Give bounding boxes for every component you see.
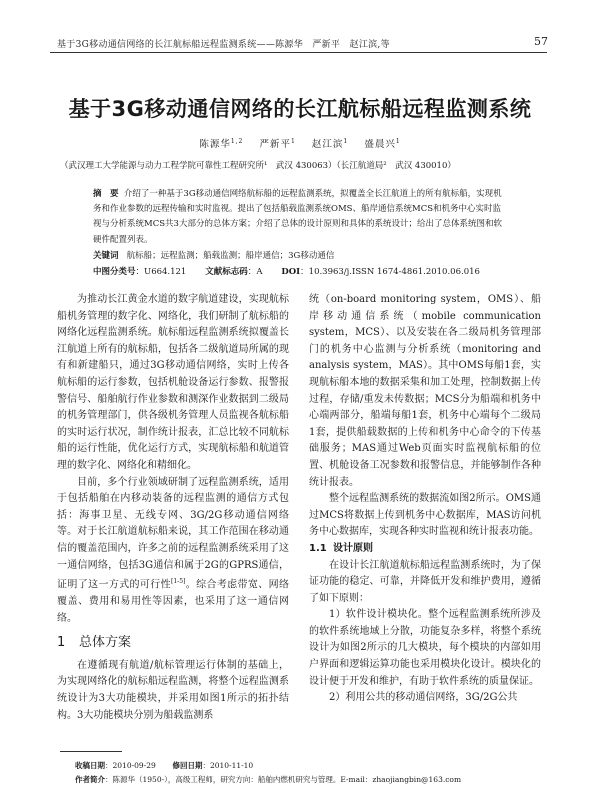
body-paragraph: 统（on-board monitoring system，OMS）、船岸移动通信系统（mobile communication system，MCS）、以及安装在各二级局机务管理部门的机务中心监测与分析系统（monitoring and analysis system，MAS）。其中OMS每船1套，实现航标船本地的数据采集和加工处理，控制数据上传过程，存储/重发未传数据；MCS分为船端和机务中心端两部分，船端每船1套，机务中心端每个二级局1套，提供船载数据的上传和机务中心命令的下传基础服务；MAS通过Web页面实时监视航标船的位置、机舱设备工况参数和报警信息，并能够制作各种统计报表。: [309, 294, 541, 488]
left-column: [57, 292, 289, 724]
abstract-label: 摘 要: [93, 189, 119, 199]
author: 盛晨兴$^1$: [364, 137, 401, 150]
abstract-text: 介绍了一种基于3G移动通信网络航标船的远程监测系统，拟覆盖全长江航道上的所有航标船，实现机务和作业参数的远程传输和实时监视。提出了包括船载监测系统OMS、船岸通信系统MCS和机务中心实时监视与分析系统MCS共3大部分的总体方案；介绍了总体的设计原则和具体的系统设计；给出了总体系统图和软硬件配置列表。: [93, 189, 502, 245]
doc-code-value: A: [256, 267, 263, 277]
doi-value: 10.3963/j.ISSN 1674-4861.2010.06.016: [308, 267, 480, 277]
keywords-text: 航标船；远程监测；船载监测；船岸通信；3G移动通信: [126, 251, 335, 261]
author-list: [40, 136, 560, 150]
affiliation: （武汉理工大学能源与动力工程学院可靠性工程研究所¹ 武汉 430063）（长江航道局² 武汉 430010）: [60, 161, 456, 171]
author: 陈源华$^{1,2}$: [199, 137, 244, 150]
running-head: 基于3G移动通信网络的长江航标船远程监测系统——陈源华 严新平 赵江滨,等: [57, 40, 390, 50]
footnote-dates: 收稿日期：2010-09-29 修回日期：2010-11-10: [75, 761, 254, 770]
page-number: 57: [534, 35, 548, 48]
header-rule: [50, 52, 547, 53]
author: 赵江滨$^1$: [311, 137, 349, 150]
body-paragraph: 目前，多个行业领域研制了远程监测系统，适用于包括船舶在内移动装备的远程监测的通信方式包括：海事卫星、无线专网、3G/2G移动通信网络等。对于长江航道航标船来说，其工作范围在移动通信的覆盖范围内，许多之前的远程监测系统采用了这一通信网络，包括3G通信和属于2G的GPRS通信，证明了这一方式的可行性[1-5]。综合考虑带宽、网络覆盖、费用和易用性等因素，也采用了这一通信网络。: [57, 476, 290, 624]
subsection-heading: 1.1 设计原则: [309, 542, 373, 554]
citation: [1-5]: [171, 578, 186, 586]
section-heading: 1 总体方案: [57, 635, 132, 651]
body-paragraph: 在设计长江航道航标船远程监测系统时，为了保证功能的稳定、可靠，并降低开发和维护费用，遵循了如下原则：: [309, 559, 541, 604]
abstract: [93, 187, 503, 248]
right-column: [309, 292, 541, 707]
keywords-label: 关键词: [93, 251, 119, 261]
keywords: [93, 249, 334, 261]
body-paragraph: 2）利用公共的移动通信网络，3G/2G公共: [329, 692, 518, 704]
body-paragraph: 1）软件设计模块化。整个远程监测系统所涉及的软件系统地域上分散，功能复杂多样，将整个系统设计为如图2所示的几大模块，每个模块的内部如用户界面和逻辑运算功能也采用模块化设计。模块化的设计便于开发和维护，有助于软件系统的质量保证。: [309, 609, 541, 687]
author: 严新平$^1$: [259, 137, 296, 150]
footnote-author-bio: 作者简介：陈源华（1950-），高级工程师，研究方向：船舶内燃机研究与管理。E-mail：zhaojiangbin@163.com: [75, 775, 462, 784]
body-paragraph: 整个远程监测系统的数据流如图2所示。OMS通过MCS将数据上传到机务中心数据库，MAS访问机务中心数据库，实现各种实时监视和统计报表功能。: [309, 493, 541, 538]
classification-line: 中图分类号：U664.121 文献标志码：A DOI：10.3963/j.ISSN 1674-4861.2010.06.016: [93, 267, 480, 277]
body-paragraph: 为推动长江黄金水道的数字航道建设，实现航标船机务管理的数字化、网络化，我们研制了航标船的网络化远程监测系统。航标船远程监测系统拟覆盖长江航道上所有的航标船，包括各二级航道局所属的现有和新建船只，通过3G移动通信网络，实时上传各航标船的运行参数，包括机舱设备运行参数、报警报警信号、船舶航行作业参数和测深作业数据到二级局的机务管理部门，供各级机务管理人员监视各航标船的实时运行状况，制作统计报表，汇总比较不同航标船的运行性能，优化运行方式，实现航标船和航道管理的数字化、网络化和精细化。: [57, 294, 289, 471]
body-paragraph: 在遵循现有航道/航标管理运行体制的基础上，为实现网络化的航标船远程监测，将整个远程监测系统设计为3大功能模块，并采用如图1所示的拓扑结构。3大功能模块分别为船载监测系: [57, 659, 289, 721]
footnote-rule: [60, 751, 122, 752]
doc-code-label: 文献标志码: [205, 267, 248, 277]
clc-value: U664.121: [144, 267, 187, 277]
article-title: 基于3G移动通信网络的长江航标船远程监测系统: [68, 97, 532, 121]
doi-label: DOI: [281, 267, 301, 277]
clc-label: 中图分类号: [93, 267, 136, 277]
